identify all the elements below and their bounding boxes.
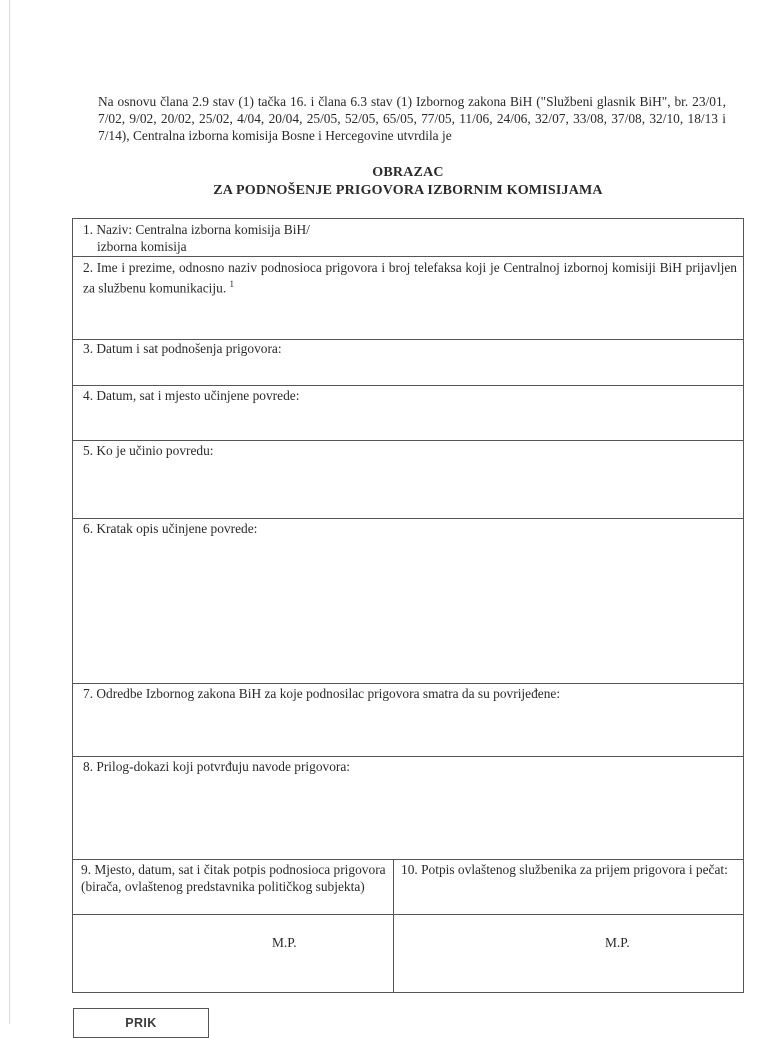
field-5-label: 5. Ko je učinio povredu: [83, 443, 214, 458]
field-4-label: 4. Datum, sat i mjesto učinjene povrede: [83, 388, 300, 403]
field-1-line-2: izborna komisija [97, 239, 187, 254]
complaint-form-table [72, 218, 744, 993]
field-10-label: 10. Potpis ovlaštenog službenika za prijem prigovora i pečat: [401, 862, 728, 877]
field-8-label: 8. Prilog-dokazi koji potvrđuju navode prigovora: [83, 759, 351, 774]
field-6-label: 6. Kratak opis učinjene povrede: [83, 521, 258, 536]
form-title: OBRAZAC [372, 165, 444, 180]
column-divider [393, 859, 394, 993]
seal-place-right: M.P. [605, 935, 630, 950]
field-2-label [83, 259, 737, 296]
row-divider [73, 756, 743, 757]
field-1-label [83, 221, 483, 255]
row-divider [73, 683, 743, 684]
row-divider [73, 440, 743, 441]
row-divider [73, 385, 743, 386]
row-divider [73, 256, 743, 257]
row-divider [73, 859, 743, 860]
field-7-label: 7. Odredbe Izbornog zakona BiH za koje podnosilac prigovora smatra da su povrijeđene: [83, 686, 561, 701]
legal-basis-paragraph: Na osnovu člana 2.9 stav (1) tačka 16. i člana 6.3 stav (1) Izbornog zakona BiH ("Službeni glasnik BiH", br. 23/01, 7/02, 9/02, 20/02, 25/02, 4/04, 20/04, 25/05, 52/05, 65/05, 77/05, 11/06, 24/06, 32/07, 33/08, 37/08, 32/10, 18/13 i 7/14), Centralna izborna komisija Bosne i Hercegovine utvrdila je [98, 94, 726, 144]
form-subtitle: ZA PODNOŠENJE PRIGOVORA IZBORNIM KOMISIJAMA [213, 183, 603, 198]
cut-off-stamp-box: PRIK [73, 1008, 209, 1038]
row-divider [73, 518, 743, 519]
scan-page-edge [9, 0, 10, 1024]
footnote-marker: 1 [229, 279, 235, 289]
row-divider [73, 914, 743, 915]
field-3-label: 3. Datum i sat podnošenja prigovora: [83, 341, 282, 356]
seal-place-left: M.P. [272, 935, 297, 950]
field-9-label: 9. Mjesto, datum, sat i čitak potpis podnosioca prigovora (birača, ovlaštenog predstavnika političkog subjekta) [81, 862, 386, 894]
field-2-text: 2. Ime i prezime, odnosno naziv podnosioca prigovora i broj telefaksa koji je Centralnoj izbornoj komisiji BiH prijavljen za službenu komunikaciju. [83, 260, 737, 296]
field-1-line-1: 1. Naziv: Centralna izborna komisija BiH/ [83, 222, 310, 237]
